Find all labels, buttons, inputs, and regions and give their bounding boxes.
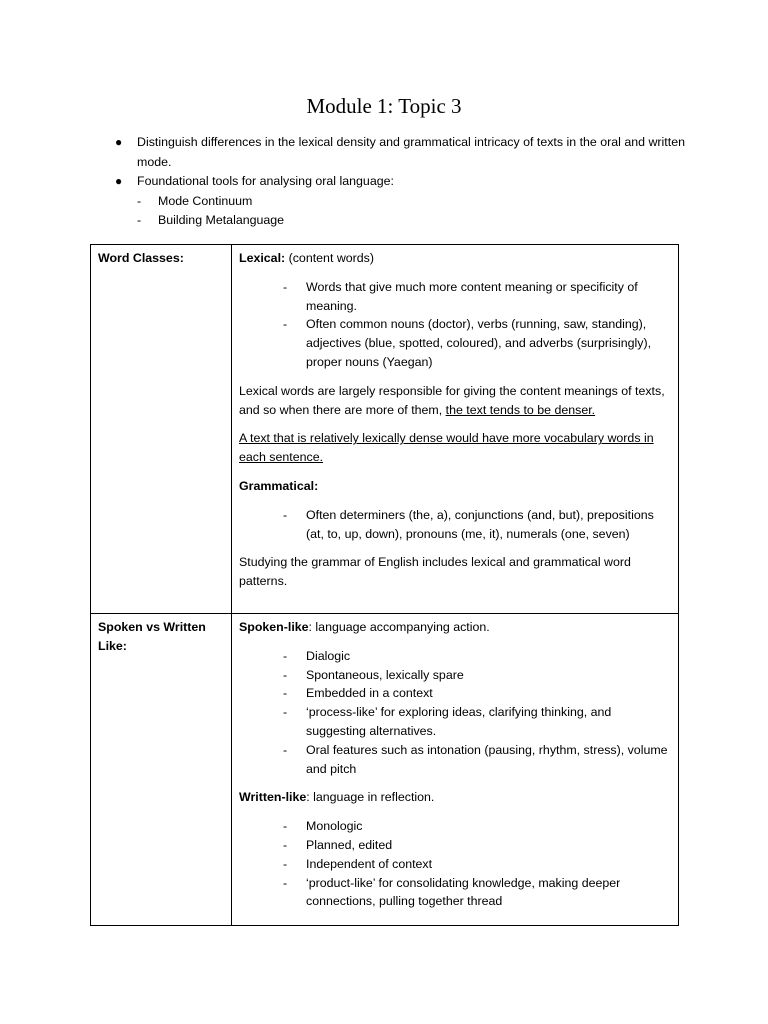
list-item: - Dialogic bbox=[306, 647, 672, 666]
list-item: - Spontaneous, lexically spare bbox=[306, 666, 672, 685]
spoken-written-cell bbox=[232, 614, 679, 926]
list-item: - ‘product-like’ for consolidating knowledge, making deeper connections, pulling together thread bbox=[283, 875, 621, 909]
dash-icon: - bbox=[283, 837, 288, 852]
list-item: - ‘process-like’ for exploring ideas, clarifying thinking, and suggesting alternatives. bbox=[283, 705, 612, 738]
objectives-list bbox=[113, 133, 693, 231]
word-classes-cell bbox=[232, 245, 679, 614]
bullet-icon: ● bbox=[115, 174, 123, 188]
lexical-list bbox=[239, 278, 672, 372]
list-item: - Embedded in a context bbox=[306, 684, 672, 703]
list-item: - Monologic bbox=[306, 817, 672, 836]
dash-icon: - bbox=[283, 317, 288, 332]
grammatical-heading: Grammatical: bbox=[239, 478, 319, 493]
dense-sentence: A text that is relatively lexically dense would have more vocabulary words in each sentence. bbox=[239, 431, 654, 465]
list-item: - Independent of context bbox=[306, 855, 672, 874]
row-heading-spoken-written: Spoken vs Written Like: bbox=[91, 614, 232, 926]
list-item: - Oral features such as intonation (pausing, rhythm, stress), volume and pitch bbox=[283, 742, 668, 776]
dash-icon: - bbox=[283, 856, 288, 871]
spoken-list bbox=[239, 647, 672, 779]
table-row bbox=[91, 245, 679, 614]
closing-paragraph: Studying the grammar of English includes lexical and grammatical word patterns. bbox=[239, 555, 631, 589]
dash-icon: - bbox=[283, 507, 288, 522]
dash-icon: - bbox=[283, 648, 288, 663]
written-list bbox=[239, 817, 672, 911]
dash-icon: - bbox=[137, 193, 142, 208]
sub-list-item: - Building Metalanguage bbox=[137, 211, 693, 231]
bullet-icon: ● bbox=[115, 135, 123, 149]
spoken-heading: Spoken-like: language accompanying action. bbox=[239, 620, 490, 634]
lexical-paragraph: Lexical words are largely responsible for giving the content meanings of texts, and so when there are more of them, the text tends to be denser. bbox=[239, 383, 665, 417]
table-row bbox=[91, 614, 679, 926]
dash-icon: - bbox=[283, 742, 288, 757]
row-heading-word-classes: Word Classes: bbox=[91, 245, 232, 614]
sub-list bbox=[137, 192, 693, 231]
list-item: ● Distinguish differences in the lexical density and grammatical intricacy of texts in the oral and written mode. bbox=[115, 135, 685, 169]
list-item: - Often common nouns (doctor), verbs (running, saw, standing), adjectives (blue, spotted, coloured), and adverbs (surprisingly), proper nouns (Yaegan) bbox=[283, 317, 652, 369]
list-item: - Planned, edited bbox=[306, 836, 672, 855]
dash-icon: - bbox=[283, 705, 288, 720]
sub-list-item: - Mode Continuum bbox=[137, 192, 693, 212]
list-item: - Words that give much more content meaning or specificity of meaning. bbox=[283, 279, 638, 313]
grammatical-list bbox=[239, 506, 672, 544]
list-item: ● Foundational tools for analysing oral language: - Mode Continuum - Building Metalanguage bbox=[113, 172, 693, 231]
dash-icon: - bbox=[283, 279, 288, 294]
content-table bbox=[90, 244, 679, 926]
dash-icon: - bbox=[283, 667, 288, 682]
dash-icon: - bbox=[283, 819, 288, 834]
dash-icon: - bbox=[283, 686, 288, 701]
dash-icon: - bbox=[137, 213, 142, 227]
written-heading: Written-like: language in reflection. bbox=[239, 790, 435, 805]
lexical-heading: Lexical: (content words) bbox=[239, 251, 375, 265]
page-title: Module 1: Topic 3 bbox=[306, 94, 462, 118]
list-item: - Often determiners (the, a), conjunctions (and, but), prepositions (at, to, up, down), pronouns (me, it), numerals (one, seven) bbox=[283, 507, 654, 541]
dash-icon: - bbox=[283, 875, 288, 890]
